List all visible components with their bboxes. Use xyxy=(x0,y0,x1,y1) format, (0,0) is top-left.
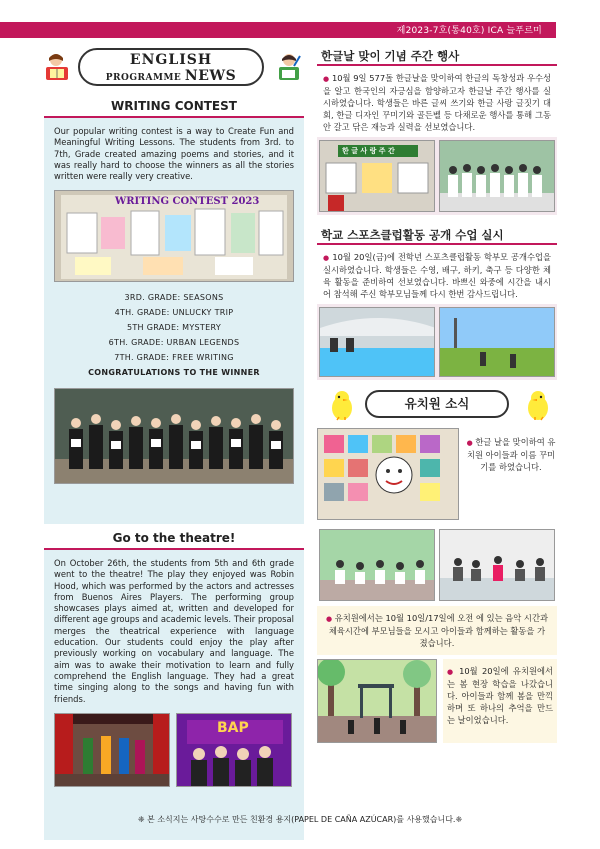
bullet-icon: ● xyxy=(466,439,473,447)
grade-topic-6: 6TH. GRADE: URBAN LEGENDS xyxy=(108,338,240,348)
grade-topic-3: 3RD. GRADE: SEASONS xyxy=(124,293,224,303)
theatre-stage-photo xyxy=(54,713,170,787)
hangul-group-illustration xyxy=(440,141,555,212)
grade-topic-5: 5TH GRADE: MYSTERY xyxy=(126,323,222,333)
hangul-banner-photo xyxy=(319,140,435,212)
hangul-group-photo xyxy=(439,140,555,212)
grade-topic-4: 4TH. GRADE: UNLUCKY TRIP xyxy=(114,308,234,318)
sports-club-text xyxy=(317,245,557,304)
masthead-frame xyxy=(78,48,264,86)
right-column xyxy=(317,46,557,743)
hangul-week-title: 한글날 맞이 기념 주간 행사 xyxy=(317,46,557,66)
writing-contest-body: Our popular writing contest is a way to Create Fun and Meaningful Writing Lessons. The students from 3rd. to 7th, Grade created amazing poems and stories, and it was really hard to choose the winners as all the stories written were really very creative. xyxy=(54,126,294,182)
theatre-students-photo xyxy=(176,713,292,787)
hangul-week-text xyxy=(317,66,557,137)
swimming-illustration xyxy=(320,308,435,377)
field-trip-illustration xyxy=(318,660,437,743)
writing-board-banner: WRITING CONTEST 2023 xyxy=(115,196,260,208)
kindergarten-note-1-text: 한글 날을 맞이하여 유치원 아이들과 이름 꾸미기를 하였습니다. xyxy=(466,437,556,472)
kindergarten-title: 유치원 소식 xyxy=(365,390,509,418)
writing-board-photo xyxy=(54,190,294,282)
chick-icon xyxy=(525,388,551,422)
kid-reading-icon xyxy=(44,52,72,82)
kindergarten-note-3-text: 10월 20일에 유치원에서는 봄 현장 학습을 나갔습니다. 아이들과 함께 봄을 만끽하며 또 하나의 추억을 만드는 날이었습니다. xyxy=(447,666,554,725)
hangul-photo-row xyxy=(317,137,557,215)
kindergarten-note-1 xyxy=(465,428,557,520)
hangul-week-body: 10월 9일 577돌 한글날을 맞이하여 한글의 독창성과 우수성을 알고 한국인의 자긍심을 함양하고자 한글날 주간 행사를 실시하였습니다. 학생들은 바른 글씨 쓰기와 한글 사랑 글짓기 대회, 한글 디자인 꾸미기와 골든벨 등 다채로운 행사를 통해 그동안 갈고 닦은 재능과 실력을 선보였습니다. xyxy=(323,73,552,132)
sports-club-body: 10월 20일(금)에 전학년 스포츠클럽활동 학부모 공개수업을 실시하였습니다. 학생들은 수영, 배구, 하키, 축구 등 다양한 체육 활동을 준비하여 선보였습니다. 바쁘신 와중에 시간을 내시어 참석해 주신 학부모님들께 다시 한번 감사드립니다. xyxy=(323,252,552,299)
masthead-programme: PROGRAMME xyxy=(105,73,182,83)
gym-class-photo xyxy=(439,529,555,601)
kindergarten-activity-photos xyxy=(317,526,557,604)
newsletter-masthead xyxy=(44,46,304,96)
theatre-stage-sign: BAP xyxy=(217,719,249,736)
bullet-icon: ● xyxy=(447,668,455,676)
name-decoration-illustration xyxy=(318,429,459,520)
bullet-icon: ● xyxy=(326,615,333,623)
theatre-stage-illustration xyxy=(55,714,170,787)
bullet-icon: ● xyxy=(323,75,330,83)
grade-topic-7: 7TH. GRADE: FREE WRITING xyxy=(114,353,234,363)
kindergarten-note-3 xyxy=(443,659,557,743)
field-sports-photo xyxy=(439,307,555,377)
field-trip-photo xyxy=(317,659,437,743)
music-class-photo xyxy=(319,529,435,601)
theatre-body: On October 26th, the students from 5th and 6th grade went to the theatre! The play they enjoyed was Robin Hood, which was performed by the actors and actresses from Buenos Aires Players. The performing group showcases plays aimed at, written and developed for different age groups and academic levels. Their proposal merges the theatrical experience with language education. Our students could enjoy the play after previously working on vocabulary and language. The aim was to awake their motivation to learn and fully comprehend the English language. They had a great time singing along to the songs and having fun with friends. xyxy=(54,558,294,704)
writing-contest-title: WRITING CONTEST xyxy=(44,96,304,118)
kindergarten-note-2 xyxy=(317,606,557,655)
swimming-photo xyxy=(319,307,435,377)
grade-topics xyxy=(54,290,294,380)
winners-group-photo xyxy=(54,388,294,484)
hangul-banner-text: 한 글 사 랑 주 간 xyxy=(342,147,395,155)
congratulations-line: CONGRATULATIONS TO THE WINNER xyxy=(88,368,260,378)
masthead-news: NEWS xyxy=(184,68,237,84)
masthead-line1: ENGLISH xyxy=(129,52,213,68)
kid-writing-icon xyxy=(274,52,302,82)
gym-class-illustration xyxy=(440,530,555,601)
sports-photo-row xyxy=(317,304,557,380)
footer-note: ❈ 본 소식지는 사탕수수로 만든 친환경 용지(PAPEL DE CAÑA AZÚCAR)를 사용했습니다.❈ xyxy=(137,815,463,824)
music-class-illustration xyxy=(320,530,435,601)
field-sports-illustration xyxy=(440,308,555,377)
winners-group-illustration xyxy=(55,389,293,484)
kindergarten-header xyxy=(317,386,557,426)
top-bar xyxy=(0,22,556,38)
writing-contest-panel xyxy=(44,118,304,524)
theatre-title: Go to the theatre! xyxy=(44,528,304,550)
issue-label: 제2023-7호(통40호) ICA 늘푸르미 xyxy=(396,26,542,36)
name-decoration-photo xyxy=(317,428,459,520)
bullet-icon: ● xyxy=(323,254,330,262)
left-column xyxy=(44,46,304,840)
kindergarten-note-2-text: 유치원에서는 10월 10일/17일에 오전 에 있는 음악 시간과 체육시간에 부모님들을 모시고 아이들과 함께하는 활동을 가졌습니다. xyxy=(328,613,548,648)
sports-club-title: 학교 스포츠클럽활동 공개 수업 실시 xyxy=(317,225,557,245)
theatre-panel xyxy=(44,550,304,840)
masthead-line2 xyxy=(80,68,262,84)
chick-icon xyxy=(329,388,355,422)
